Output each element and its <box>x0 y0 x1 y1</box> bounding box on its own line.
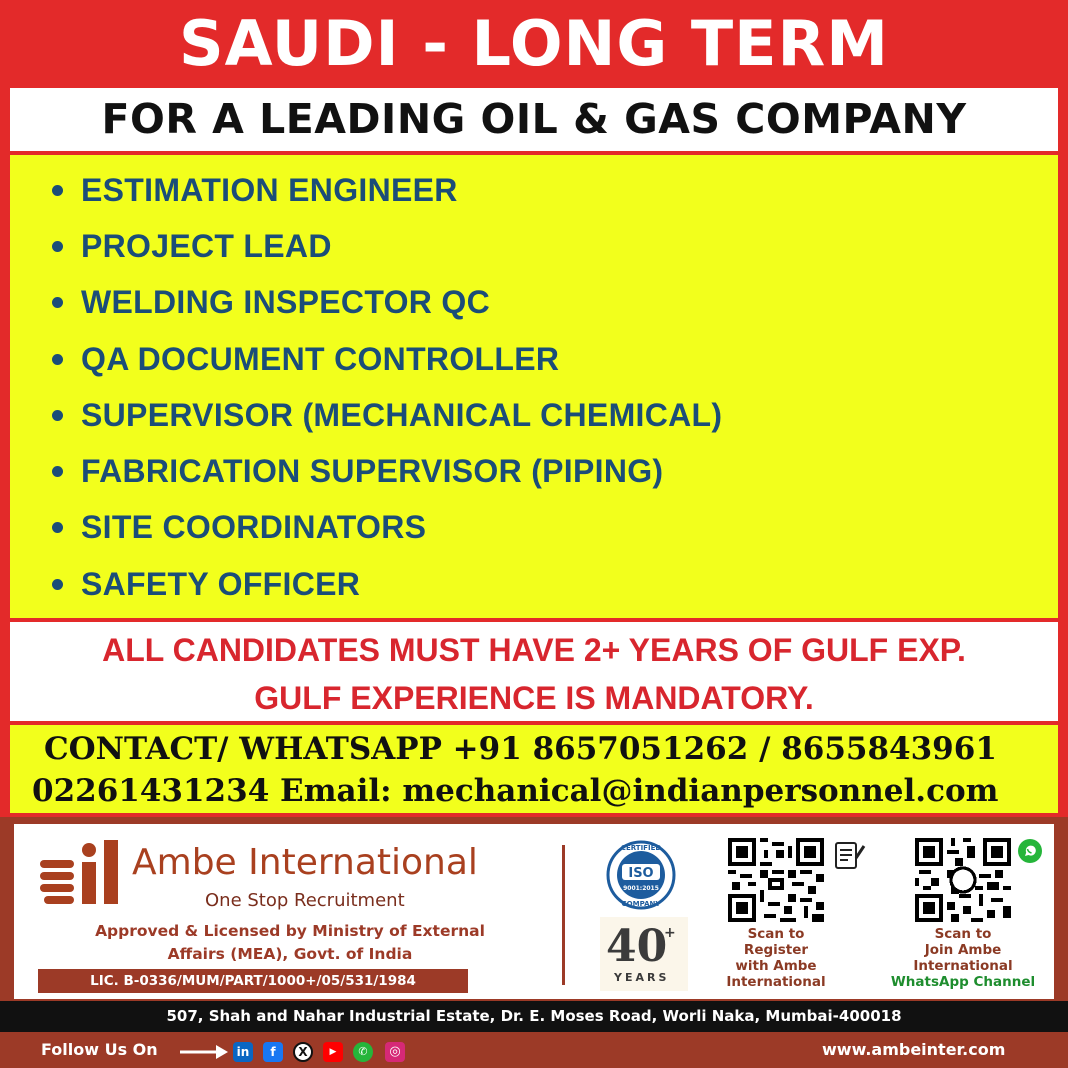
job-title: FABRICATION SUPERVISOR (PIPING) <box>81 453 664 490</box>
register-qr-caption <box>708 926 844 990</box>
poster-title: SAUDI - LONG TERM <box>179 7 889 80</box>
caption-line: Scan to <box>934 926 992 942</box>
caption-line: Join Ambe <box>924 942 1002 958</box>
social-footer <box>0 1034 1068 1068</box>
follow-us-label: Follow Us On <box>41 1040 158 1059</box>
caption-line: International <box>913 958 1013 974</box>
requirements-notice <box>10 622 1058 721</box>
whatsapp-qr-caption <box>880 926 1046 990</box>
job-item <box>52 500 722 556</box>
caption-line: Scan to <box>747 926 805 942</box>
job-item <box>52 331 722 387</box>
iso-standard-text: 9001:2015 <box>623 885 659 892</box>
approval-statement <box>40 920 540 966</box>
job-item <box>52 218 722 274</box>
job-title: QA DOCUMENT CONTROLLER <box>81 340 560 377</box>
bullet-icon <box>52 522 63 533</box>
footer-divider <box>562 845 565 985</box>
website-link[interactable]: www.ambeinter.com <box>822 1040 1006 1059</box>
bullet-icon <box>52 466 63 477</box>
contact-phones: CONTACT/ WHATSAPP +91 8657051262 / 8655843961 <box>44 731 997 767</box>
job-item <box>52 275 722 331</box>
years-plus: + <box>664 925 676 941</box>
job-item <box>52 162 722 218</box>
contact-email: 02261431234 Email: mechanical@indianpersonnel.com <box>32 773 999 809</box>
job-list <box>52 162 722 612</box>
approval-line: Approved & Licensed by Ministry of External <box>95 922 485 940</box>
bullet-icon <box>52 354 63 365</box>
bullet-icon <box>52 579 63 590</box>
iso-top-text: CERTIFIED <box>620 844 662 852</box>
job-title: SUPERVISOR (MECHANICAL CHEMICAL) <box>81 396 723 433</box>
youtube-icon[interactable]: ▶ <box>323 1042 343 1062</box>
years-number: 40 <box>606 921 668 972</box>
job-title: PROJECT LEAD <box>81 227 332 264</box>
title-band <box>0 0 1068 88</box>
instagram-icon[interactable]: ◎ <box>385 1042 405 1062</box>
iso-bottom-text: COMPANY <box>621 900 661 908</box>
company-tagline: One Stop Recruitment <box>205 890 405 911</box>
whatsapp-icon[interactable]: ✆ <box>353 1042 373 1062</box>
iso-certified-badge <box>598 840 684 910</box>
register-qr-code[interactable] <box>728 838 824 922</box>
mandatory-notice: GULF EXPERIENCE IS MANDATORY. <box>254 680 814 716</box>
approval-line: Affairs (MEA), Govt. of India <box>167 945 413 963</box>
bullet-icon <box>52 241 63 252</box>
bullet-icon <box>52 297 63 308</box>
office-address: 507, Shah and Nahar Industrial Estate, Dr. E. Moses Road, Worli Naka, Mumbai-400018 <box>0 1001 1068 1032</box>
company-name: Ambe International <box>132 842 478 883</box>
arrow-right-icon <box>180 1045 228 1059</box>
whatsapp-icon <box>1017 838 1043 864</box>
forty-years-badge <box>600 917 688 991</box>
job-title: ESTIMATION ENGINEER <box>81 171 458 208</box>
job-openings-panel <box>10 155 1058 618</box>
license-number: LIC. B-0336/MUM/PART/1000+/05/531/1984 <box>38 969 468 993</box>
job-item <box>52 387 722 443</box>
bullet-icon <box>52 410 63 421</box>
job-title: SITE COORDINATORS <box>81 509 427 546</box>
years-word: YEARS <box>614 971 670 984</box>
ambe-logo-icon <box>38 838 122 908</box>
job-item <box>52 556 722 612</box>
job-title: WELDING INSPECTOR QC <box>81 284 490 321</box>
job-item <box>52 443 722 499</box>
experience-requirement: ALL CANDIDATES MUST HAVE 2+ YEARS OF GULF EXP. <box>102 632 966 668</box>
caption-line: International <box>726 974 826 990</box>
caption-line: with Ambe <box>735 958 817 974</box>
bullet-icon <box>52 185 63 196</box>
linkedin-icon[interactable]: in <box>233 1042 253 1062</box>
x-icon[interactable]: X <box>293 1042 313 1062</box>
subtitle-band <box>10 88 1058 151</box>
contact-panel <box>10 725 1058 813</box>
whatsapp-qr-code[interactable] <box>915 838 1011 922</box>
facebook-icon[interactable]: f <box>263 1042 283 1062</box>
job-title: SAFETY OFFICER <box>81 565 361 602</box>
iso-main-text: ISO <box>628 866 654 881</box>
caption-line: Register <box>743 942 809 958</box>
caption-line-channel: WhatsApp Channel <box>890 974 1036 990</box>
poster-subtitle: FOR A LEADING OIL & GAS COMPANY <box>101 95 967 143</box>
registration-form-icon <box>832 840 866 870</box>
